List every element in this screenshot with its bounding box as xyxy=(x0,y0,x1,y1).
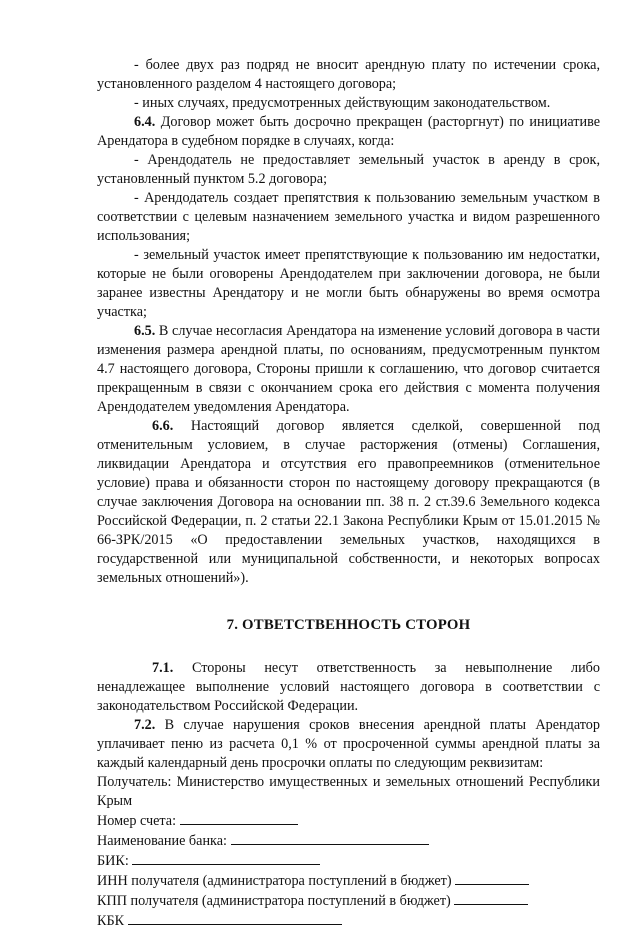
kbk-blank xyxy=(128,911,342,925)
clause-6-4-item-3: - земельный участок имеет препятствующие к пользованию им недостатки, которые не были оговорены Арендодателем при заключении договора, не были заранее известны Арендатору и не могли быть обнаружены во время осмотра участка; xyxy=(97,247,600,320)
bank-blank xyxy=(231,831,429,845)
clause-6-4-text: Договор может быть досрочно прекращен (расторгнут) по инициативе Арендатора в судебном порядке в случаях, когда: xyxy=(97,114,600,149)
kpp-label: КПП получателя (администратора поступлений в бюджет) xyxy=(97,893,451,909)
clause-7-1-text: Стороны несут ответственность за невыполнение либо ненадлежащее выполнение условий настоящего договора в соответствии с законодательством Российской Федерации. xyxy=(97,660,600,714)
kbk-label: КБК xyxy=(97,913,125,929)
clause-6-4 xyxy=(97,113,600,151)
inn-field xyxy=(97,871,600,891)
inn-label: ИНН получателя (администратора поступлений в бюджет) xyxy=(97,873,452,889)
continuation-line-2: - иных случаях, предусмотренных действующим законодательством. xyxy=(134,95,551,111)
bank-field xyxy=(97,831,600,851)
kpp-field xyxy=(97,891,600,911)
bik-label: БИК: xyxy=(97,853,129,869)
clause-6-5 xyxy=(97,322,600,417)
account-field xyxy=(97,811,600,831)
inn-blank xyxy=(455,871,529,885)
clause-6-6-number: 6.6. xyxy=(152,418,174,434)
document-page xyxy=(97,56,600,931)
clause-6-6 xyxy=(97,417,600,588)
clause-6-4-item-1: - Арендодатель не предоставляет земельный участок в аренду в срок, установленный пунктом 5.2 договора; xyxy=(97,152,600,187)
kpp-blank xyxy=(454,891,528,905)
kbk-field xyxy=(97,911,600,931)
bik-field xyxy=(97,851,600,871)
bik-blank xyxy=(132,851,320,865)
bank-label: Наименование банка: xyxy=(97,833,227,849)
account-label: Номер счета: xyxy=(97,813,177,829)
clause-6-5-text: В случае несогласия Арендатора на изменение условий договора в части изменения размера арендной платы, по основаниям, предусмотренным пунктом 4.7 настоящего договора, Стороны пришли к соглашению, что договор считается прекращенным в связи с окончанием срока его действия с момента получения Арендодателем уведомления Арендатора. xyxy=(97,323,600,415)
recipient-line: Получатель: Министерство имущественных и земельных отношений Республики Крым xyxy=(97,774,600,809)
clause-6-6-text: Настоящий договор является сделкой, совершенной под отменительным условием, в случае расторжения (отмены) Соглашения, ликвидации Арендатора и отсутствия его правопреемников (отменительное условие) права и обязанности сторон по настоящему договору прекращаются (в случае заключения Договора на основании пп. 38 п. 2 ст.39.6 Земельного кодекса Российской Федерации, п. 2 статьи 22.1 Закона Республики Крым от 15.01.2015 № 66-ЗРК/2015 «О предоставлении земельных участков, находящихся в государственной или муниципальной собственности, и некоторых вопросах земельных отношений»). xyxy=(97,418,600,586)
clause-7-2-text: В случае нарушения сроков внесения арендной платы Арендатор уплачивает пеню из расчета 0,1 % от просроченной суммы арендной платы за каждый календарный день просрочки оплаты по следующим реквизитам: xyxy=(97,717,600,771)
clause-6-5-number: 6.5. xyxy=(134,323,156,339)
clause-6-4-number: 6.4. xyxy=(134,114,156,130)
section-7-title: 7. ОТВЕТСТВЕННОСТЬ СТОРОН xyxy=(226,617,471,633)
clause-7-1-number: 7.1. xyxy=(152,660,174,676)
continuation-line-1: - более двух раз подряд не вносит арендную плату по истечении срока, установленного разделом 4 настоящего договора; xyxy=(97,57,600,92)
clause-7-1 xyxy=(97,659,600,716)
clause-7-2 xyxy=(97,716,600,773)
clause-6-4-item-2: - Арендодатель создает препятствия к пользованию земельным участком в соответствии с целевым назначением земельного участка и видом разрешенного использования; xyxy=(97,190,600,244)
clause-7-2-number: 7.2. xyxy=(134,717,156,733)
account-blank xyxy=(180,811,298,825)
